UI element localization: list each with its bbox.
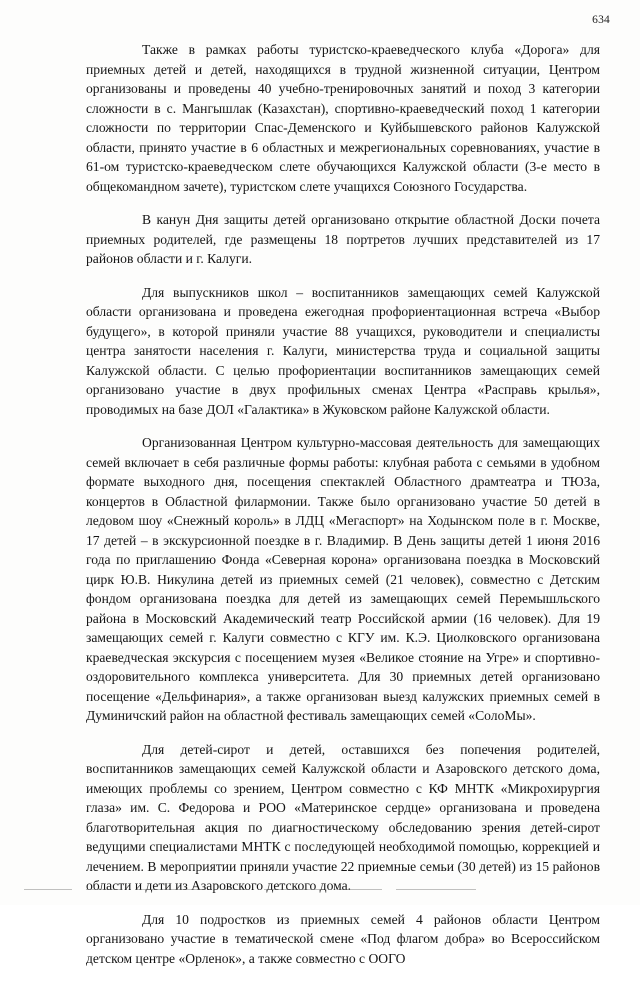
scan-mark <box>136 889 206 890</box>
paragraph-vision-charity: Для детей-сирот и детей, оставшихся без попечения родителей, воспитанников замещающих семей Калужской области и Азаровского детского дома, имеющих проблемы со зрением, Центром совместно с КФ МНТК «Микрохирургия глаза» им. С. Федорова и РОО «Материнское сердце» организована и проведена благотворительная акция по диагностическому обследованию зрения детей-сирот ведущими специалистами МНТК с последующей необходимой помощью, коррекцией и лечением. В мероприятии приняли участие 22 приемные семьи (30 детей) из 15 районов области и дети из Азаровского детского дома. <box>86 741 600 893</box>
scan-mark <box>338 889 382 890</box>
document-body <box>86 40 600 982</box>
scan-mark <box>264 889 324 890</box>
scan-mark <box>24 889 72 890</box>
scan-mark <box>86 889 122 890</box>
scan-mark <box>220 889 250 890</box>
paragraph-honor-board: В канун Дня защиты детей организовано открытие областной Доски почета приемных родителей, где размещены 18 портретов лучших представителей из 17 районов области и г. Калуги. <box>86 212 600 266</box>
paragraph-tourist-club: Также в рамках работы туристско-краеведческого клуба «Дорога» для приемных детей и детей, находящихся в трудной жизненной ситуации, Центром организованы и проведены 40 учебно-тренировочных занятий и поход 3 категории сложности в с. Мангышлак (Казахстан), спортивно-краеведческий поход 1 категории сложности по территории Спас-Деменского и Куйбышевского районов Калужской области, принято участие в 6 областных и межрегиональных соревнованиях, участие в 61-ом туристско-краеведческом слете обучающихся Калужской области (3-е место в общекомандном зачете), туристском слете учащихся Союзного Государства. <box>86 42 600 194</box>
scan-mark <box>396 889 476 890</box>
paragraph-orlyonok-camp: Для 10 подростков из приемных семей 4 районов области Центром организовано участие в тематической смене «Под флагом добра» во Всероссийском детском центре «Орленок», а также совместно с ООГО <box>86 911 600 966</box>
scan-edge-artifacts <box>24 889 616 891</box>
page-number: 634 <box>592 14 610 26</box>
paragraph-career-guidance: Для выпускников школ – воспитанников замещающих семей Калужской области организована и проведена ежегодная профориентационная встреча «Выбор будущего», в которой приняли участие 88 учащихся, руководители и специалисты центра занятости населения г. Калуги, министерства труда и социальной защиты Калужской области. С целью профориентации воспитанников замещающих семей организовано участие в двух профильных сменах Центра «Расправь крылья», проводимых на базе ДОЛ «Галактика» в Жуковском районе Калужской области. <box>86 284 600 417</box>
paragraph-cultural-activities: Организованная Центром культурно-массовая деятельность для замещающих семей включает в себя различные формы работы: клубная работа с семьями в удобном формате выходного дня, посещения спектаклей Областного драмтеатра и ТЮЗа, концертов в Областной филармонии. Также было организовано участие 50 детей в ледовом шоу «Снежный король» в ЛДЦ «Мегаспорт» на Ходынском поле в г. Москве, 17 детей – в экскурсионной поездке в г. Владимир. В День защиты детей 1 июня 2016 года по приглашению Фонда «Северная корона» организована поездка в Московский цирк Ю.В. Никулина детей из приемных семей (21 человек), совместно с Детским фондом организована поездка для детей из замещающих семей Перемышльского района в Московский Академический театр Российской армии (16 человек). Для 19 замещающих семей г. Калуги совместно с КГУ им. К.Э. Циолковского организована краеведческая экскурсия с посещением музея «Великое стояние на Угре» и спортивно-оздоровительного комплекса университета. Для 30 приемных детей организовано посещение «Дельфинария», а также организован выезд калужских приемных семей в Думиничский район на областной фестиваль замещающих семей «СолоМы». <box>86 435 600 723</box>
